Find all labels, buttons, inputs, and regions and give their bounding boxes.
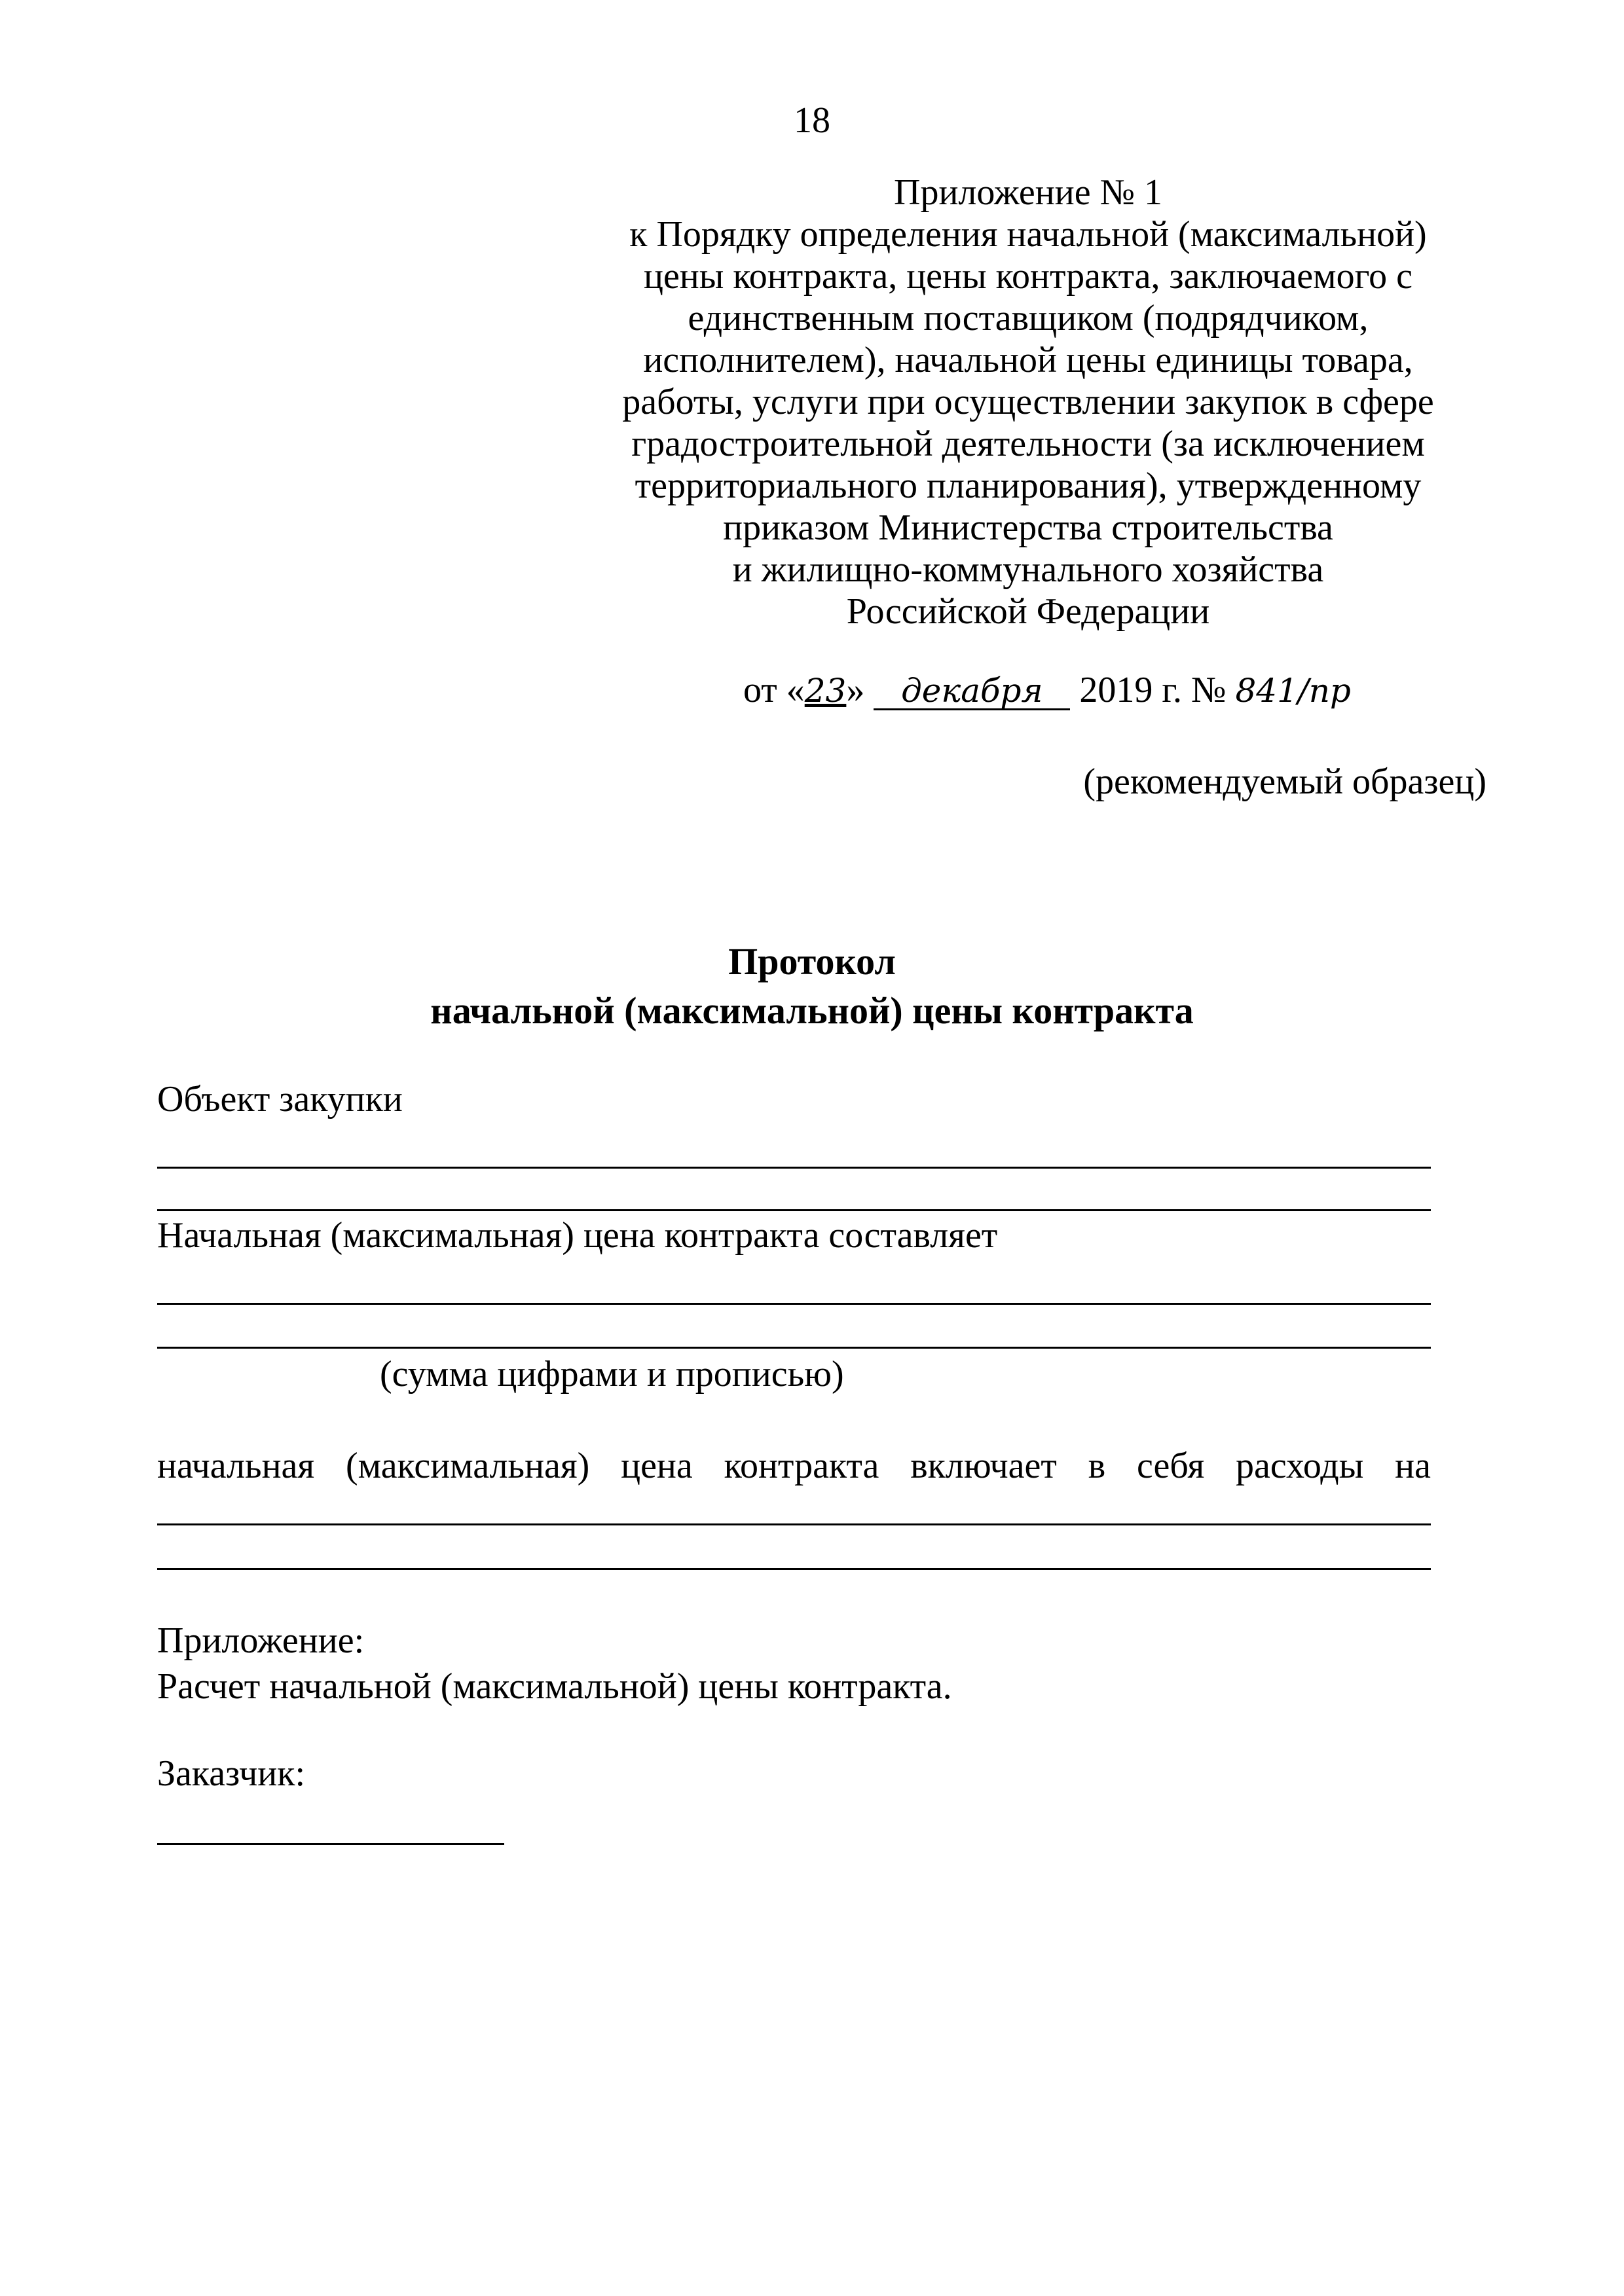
attachment-text: Расчет начальной (максимальной) цены контракта. [157, 1666, 952, 1707]
expenses-line-1[interactable] [157, 1523, 1431, 1525]
document-title: Протокол [728, 940, 896, 983]
appendix-header [563, 172, 1493, 632]
appendix-line: Приложение № 1 [894, 172, 1162, 213]
document-subtitle: начальной (максимальной) цены контракта [430, 989, 1194, 1032]
date-year: 2019 г. № [1079, 670, 1227, 710]
procurement-object-label: Объект закупки [157, 1079, 403, 1120]
order-date-line [743, 668, 1351, 713]
appendix-line: единственным поставщиком (подрядчиком, [688, 298, 1369, 338]
includes-word: себя [1136, 1446, 1205, 1486]
procurement-object-line-1[interactable] [157, 1167, 1431, 1169]
includes-word: начальная [157, 1446, 315, 1486]
appendix-line: работы, услуги при осуществлении закупок в сфере [622, 382, 1434, 422]
appendix-line: исполнителем), начальной цены единицы товара, [643, 340, 1413, 380]
appendix-line: приказом Министерства строительства [723, 507, 1333, 548]
date-quote-close: » [846, 670, 865, 710]
appendix-line: цены контракта, цены контракта, заключаемого с [643, 256, 1413, 297]
expenses-line-2[interactable] [157, 1568, 1431, 1570]
includes-word: на [1395, 1446, 1431, 1486]
includes-word: расходы [1236, 1446, 1364, 1486]
handwritten-month: декабря [874, 673, 1070, 710]
handwritten-day: 23 [804, 672, 847, 710]
includes-word: включает [910, 1446, 1057, 1486]
amount-hint: (сумма цифрами и прописью) [380, 1354, 844, 1394]
includes-word: (максимальная) [345, 1446, 590, 1486]
page-number: 18 [794, 100, 830, 141]
appendix-line: и жилищно-коммунального хозяйства [732, 549, 1324, 590]
contract-price-label: Начальная (максимальная) цена контракта составляет [157, 1215, 998, 1256]
appendix-line: Российской Федерации [846, 591, 1210, 632]
includes-word: в [1088, 1446, 1106, 1486]
date-prefix: от « [743, 670, 805, 710]
customer-label: Заказчик: [157, 1753, 306, 1794]
appendix-line: градостроительной деятельности (за исключением [631, 424, 1425, 464]
procurement-object-line-2[interactable] [157, 1209, 1431, 1211]
includes-word: контракта [724, 1446, 879, 1486]
contract-price-line-1[interactable] [157, 1303, 1431, 1305]
appendix-line: территориального планирования), утвержденному [635, 465, 1422, 506]
handwritten-doc-number: 841/пр [1235, 672, 1351, 710]
contract-price-line-2[interactable] [157, 1347, 1431, 1349]
appendix-line: к Порядку определения начальной (максимальной) [629, 214, 1427, 255]
includes-word: цена [621, 1446, 693, 1486]
recommended-sample-label: (рекомендуемый образец) [1083, 761, 1486, 802]
customer-signature-line[interactable] [157, 1843, 504, 1845]
price-includes-label [157, 1444, 1431, 1488]
attachment-label: Приложение: [157, 1620, 365, 1661]
